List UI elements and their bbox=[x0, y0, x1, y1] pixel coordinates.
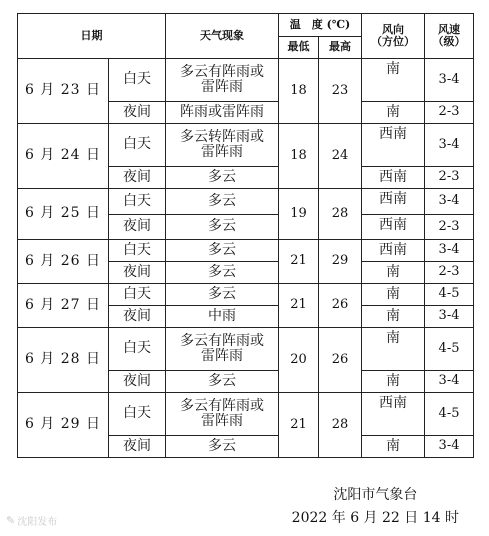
wind-speed-cell: 3-4 bbox=[425, 124, 474, 167]
temp-high-cell: 26 bbox=[319, 284, 362, 328]
header-temp-high: 最高 bbox=[319, 37, 362, 59]
period-cell: 夜间 bbox=[109, 306, 166, 328]
table-row bbox=[18, 240, 474, 262]
wind-direction-cell: 西南 bbox=[362, 124, 425, 167]
wind-speed-cell: 3-4 bbox=[425, 240, 474, 262]
wind-direction-cell: 南 bbox=[362, 284, 425, 306]
wind-direction-cell: 西南 bbox=[362, 167, 425, 189]
weather-cell: 多云 bbox=[166, 189, 279, 215]
temp-low-cell: 21 bbox=[279, 393, 319, 458]
wind-speed-cell: 4-5 bbox=[425, 393, 474, 436]
temp-high-cell: 28 bbox=[319, 189, 362, 240]
table-row bbox=[18, 59, 474, 102]
camera-icon: ✎ bbox=[6, 514, 16, 527]
header-date: 日期 bbox=[18, 14, 166, 59]
wind-speed-cell: 3-4 bbox=[425, 371, 474, 393]
wind-direction-cell: 西南 bbox=[362, 189, 425, 215]
forecast-body bbox=[18, 59, 474, 458]
wind-direction-cell: 西南 bbox=[362, 240, 425, 262]
weather-cell: 多云转阵雨或 雷阵雨 bbox=[166, 124, 279, 167]
date-cell: 6 月 27 日 bbox=[18, 284, 109, 328]
period-cell: 白天 bbox=[109, 124, 166, 167]
weather-cell: 多云有阵雨或 雷阵雨 bbox=[166, 59, 279, 102]
period-cell: 夜间 bbox=[109, 262, 166, 284]
temp-low-cell: 19 bbox=[279, 189, 319, 240]
issuer: 沈阳市气象台 bbox=[333, 487, 418, 503]
wind-direction-cell: 南 bbox=[362, 262, 425, 284]
wind-speed-cell: 4-5 bbox=[425, 328, 474, 371]
footer bbox=[292, 484, 459, 530]
period-cell: 白天 bbox=[109, 328, 166, 371]
issued-time: 2022 年 6 月 22 日 14 时 bbox=[291, 510, 459, 526]
wind-direction-cell: 南 bbox=[362, 306, 425, 328]
period-cell: 白天 bbox=[109, 240, 166, 262]
date-cell: 6 月 26 日 bbox=[18, 240, 109, 284]
watermark-text: 沈阳发布 bbox=[17, 517, 58, 528]
wind-direction-cell: 南 bbox=[362, 59, 425, 102]
temp-high-cell: 23 bbox=[319, 59, 362, 124]
period-cell: 夜间 bbox=[109, 215, 166, 240]
wind-speed-cell: 3-4 bbox=[425, 436, 474, 458]
header-wind-speed-label: 风速 （级） bbox=[432, 22, 466, 48]
table-row bbox=[18, 284, 474, 306]
weather-cell: 多云 bbox=[166, 284, 279, 306]
wind-speed-cell: 2-3 bbox=[425, 262, 474, 284]
period-cell: 白天 bbox=[109, 393, 166, 436]
temp-high-cell: 28 bbox=[319, 393, 362, 458]
weather-cell: 多云 bbox=[166, 167, 279, 189]
wind-direction-cell: 南 bbox=[362, 371, 425, 393]
date-cell: 6 月 25 日 bbox=[18, 189, 109, 240]
temp-high-cell: 26 bbox=[319, 328, 362, 393]
period-cell: 白天 bbox=[109, 189, 166, 215]
wind-direction-cell: 南 bbox=[362, 102, 425, 124]
wind-speed-cell: 3-4 bbox=[425, 189, 474, 215]
forecast-table bbox=[17, 13, 474, 458]
header-temp-low: 最低 bbox=[279, 37, 319, 59]
weather-cell: 阵雨或雷阵雨 bbox=[166, 102, 279, 124]
temp-low-cell: 18 bbox=[279, 59, 319, 124]
period-cell: 夜间 bbox=[109, 102, 166, 124]
period-cell: 白天 bbox=[109, 59, 166, 102]
wind-speed-cell: 2-3 bbox=[425, 102, 474, 124]
period-cell: 夜间 bbox=[109, 436, 166, 458]
date-cell: 6 月 29 日 bbox=[18, 393, 109, 458]
wind-speed-cell: 3-4 bbox=[425, 59, 474, 102]
wind-direction-cell: 西南 bbox=[362, 393, 425, 436]
date-cell: 6 月 24 日 bbox=[18, 124, 109, 189]
period-cell: 夜间 bbox=[109, 167, 166, 189]
date-cell: 6 月 23 日 bbox=[18, 59, 109, 124]
temp-low-cell: 21 bbox=[279, 240, 319, 284]
wind-speed-cell: 3-4 bbox=[425, 306, 474, 328]
temp-low-cell: 18 bbox=[279, 124, 319, 189]
wind-direction-cell: 南 bbox=[362, 436, 425, 458]
wind-speed-cell: 4-5 bbox=[425, 284, 474, 306]
weather-cell: 中雨 bbox=[166, 306, 279, 328]
wind-speed-cell: 2-3 bbox=[425, 215, 474, 240]
weather-cell: 多云有阵雨或 雷阵雨 bbox=[166, 393, 279, 436]
temp-low-cell: 20 bbox=[279, 328, 319, 393]
table-row bbox=[18, 328, 474, 371]
table-row bbox=[18, 189, 474, 215]
table-row bbox=[18, 124, 474, 167]
header-wind-direction-label: 风向 （方位） bbox=[371, 22, 416, 48]
period-cell: 夜间 bbox=[109, 371, 166, 393]
weather-cell: 多云 bbox=[166, 371, 279, 393]
wind-direction-cell: 西南 bbox=[362, 215, 425, 240]
weather-cell: 多云 bbox=[166, 436, 279, 458]
weather-cell: 多云有阵雨或 雷阵雨 bbox=[166, 328, 279, 371]
wind-direction-cell: 南 bbox=[362, 328, 425, 371]
date-cell: 6 月 28 日 bbox=[18, 328, 109, 393]
weather-cell: 多云 bbox=[166, 240, 279, 262]
wind-speed-cell: 2-3 bbox=[425, 167, 474, 189]
weather-cell: 多云 bbox=[166, 262, 279, 284]
header-wind-speed bbox=[425, 14, 474, 59]
watermark bbox=[6, 513, 57, 528]
header-weather: 天气现象 bbox=[166, 14, 279, 59]
temp-high-cell: 24 bbox=[319, 124, 362, 189]
temp-high-cell: 29 bbox=[319, 240, 362, 284]
header-wind-direction bbox=[362, 14, 425, 59]
temp-low-cell: 21 bbox=[279, 284, 319, 328]
weather-cell: 多云 bbox=[166, 215, 279, 240]
table-row bbox=[18, 393, 474, 436]
header-temperature: 温 度 (℃) bbox=[279, 14, 362, 37]
period-cell: 白天 bbox=[109, 284, 166, 306]
